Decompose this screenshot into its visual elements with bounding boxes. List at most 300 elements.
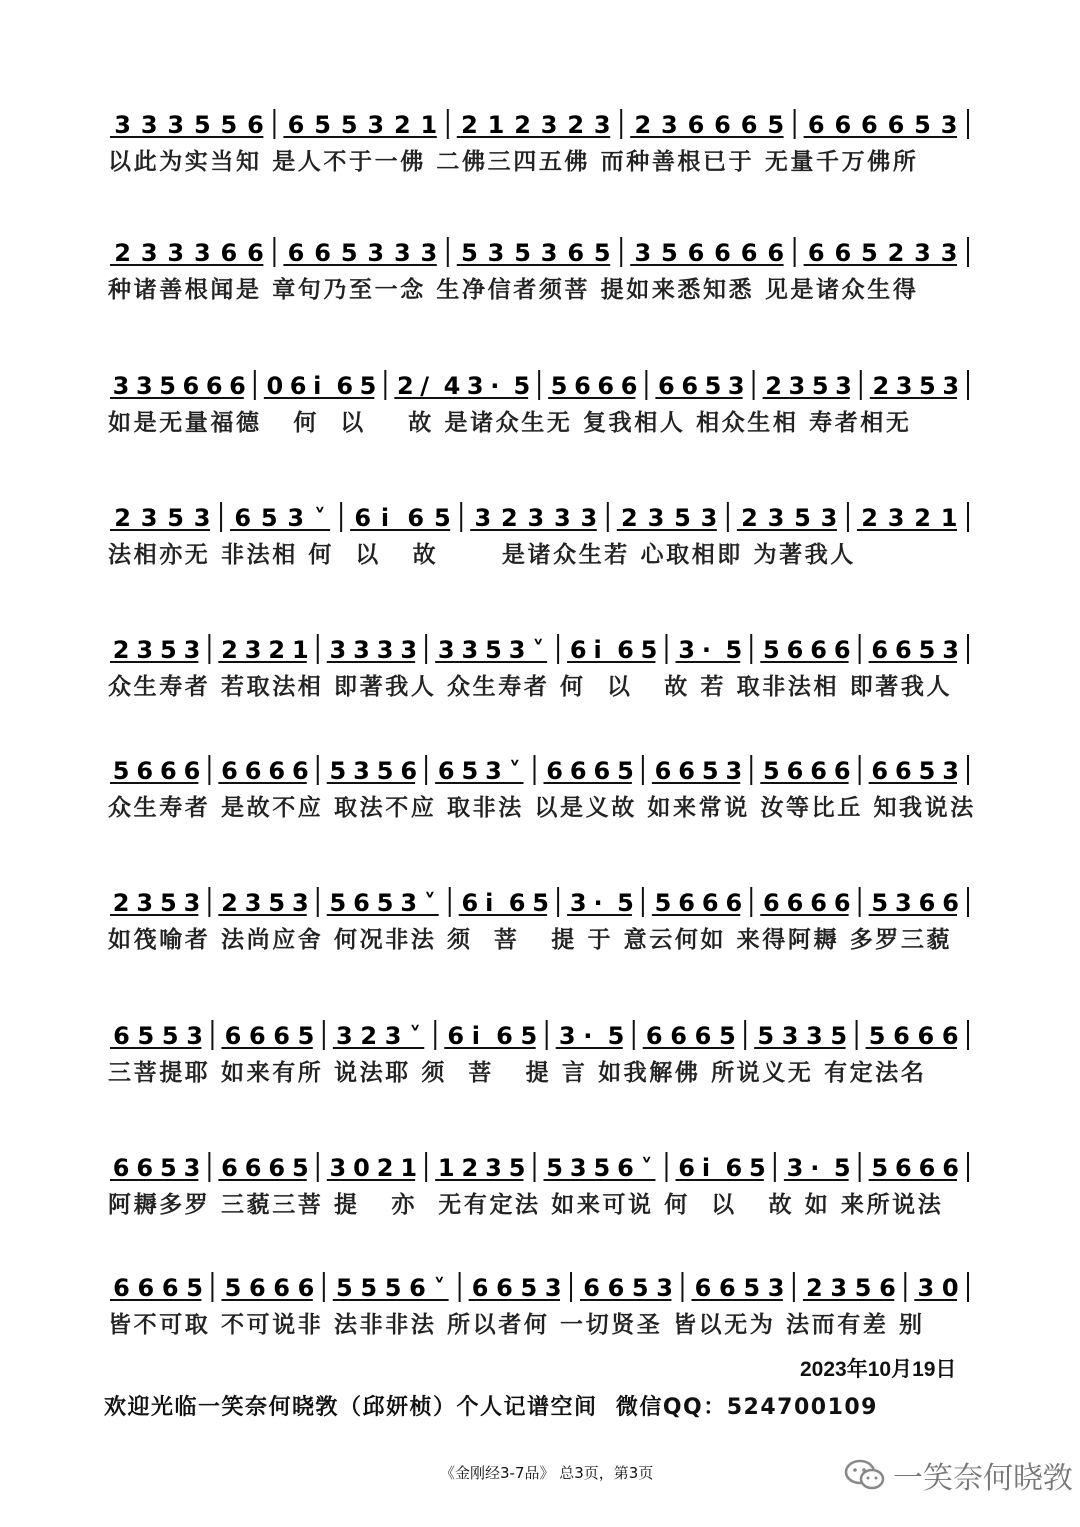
note: / [420, 372, 430, 400]
note: 3 [767, 1274, 785, 1302]
note: 2 [393, 111, 411, 139]
note: 5 [291, 1154, 309, 1182]
note: 5 [757, 1022, 775, 1050]
note: 6 [354, 504, 372, 532]
note: 3 [114, 111, 131, 139]
note: 5 [384, 1274, 402, 1302]
note: 3 [700, 504, 718, 532]
note: 3 [400, 636, 418, 664]
note: 5 [593, 239, 611, 267]
note: 6 [740, 239, 758, 267]
note: 5 [631, 1274, 649, 1302]
note: 6 [871, 757, 889, 785]
note: i [485, 889, 494, 917]
score-system-1 [0, 105, 1080, 215]
note: 6 [220, 239, 238, 267]
note: 6 [810, 636, 827, 664]
note: 3 [895, 372, 913, 400]
note: 3 [140, 239, 158, 267]
note: 3 [940, 111, 958, 139]
note: 2 [806, 1274, 823, 1302]
author-contact-note: 欢迎光临一笑奈何晓敩（邱妍桢）个人记谱空间 微信QQ：524700109 [104, 1395, 878, 1420]
note: 5 [918, 757, 936, 785]
note: 5 [513, 372, 531, 400]
note: 6 [161, 1274, 179, 1302]
note: 2 [114, 239, 131, 267]
note: 5 [532, 889, 549, 917]
note: 6 [136, 1154, 154, 1182]
note: 5 [520, 1022, 538, 1050]
note: 5 [359, 372, 377, 400]
note: 6 [546, 757, 563, 785]
note: 2 [741, 504, 758, 532]
note: 5 [159, 372, 176, 400]
note: 3 [420, 239, 438, 267]
note: 2 [461, 111, 478, 139]
note: 3 [940, 239, 958, 267]
note: 5 [340, 111, 358, 139]
lyrics-line: 众生寿者 是故不应 取法不应 取非法 以是义故 如来常说 汝等比丘 知我说法 [108, 795, 976, 821]
note: 6 [287, 239, 305, 267]
note: 6 [871, 636, 889, 664]
note: 2 [396, 372, 414, 400]
note: 5 [112, 757, 130, 785]
note: 2 [376, 1154, 394, 1182]
note: 2 [112, 889, 130, 917]
note: 5 [617, 757, 634, 785]
note: 3 [786, 1154, 804, 1182]
note: i [380, 504, 390, 532]
note: 6 [244, 1154, 262, 1182]
note: 6 [273, 1022, 291, 1050]
note: 5 [868, 1022, 886, 1050]
note: 3 [183, 1154, 201, 1182]
note: 5 [914, 111, 931, 139]
note: 6 [740, 111, 758, 139]
note: 3 [835, 372, 852, 400]
note: 5 [220, 111, 238, 139]
note: 6 [234, 504, 252, 532]
note: 3 [725, 757, 743, 785]
note: 5 [268, 889, 286, 917]
note: 3 [183, 636, 201, 664]
note: 5 [718, 1022, 736, 1050]
note: 3 [727, 372, 745, 400]
note: 5 [137, 1022, 155, 1050]
note: 3 [384, 1022, 402, 1050]
lyrics-line: 阿耨多罗 三藐三菩 提 亦 无有定法 如来可说 何 以 故 如 来所说法 [108, 1192, 944, 1218]
note: 1 [437, 1154, 455, 1182]
note: 2 [221, 889, 238, 917]
note: 3 [647, 504, 665, 532]
breath-mark: ˅ [640, 1154, 653, 1182]
note: 6 [941, 1022, 959, 1050]
note: 5 [376, 889, 394, 917]
note: 6 [678, 1154, 695, 1182]
lyrics-line: 如筏喻者 法尚应舍 何况非法 须 菩 提 于 意云何如 来得阿耨 多罗三藐 [108, 927, 953, 953]
note: 1 [940, 504, 958, 532]
note: 6 [701, 889, 719, 917]
breath-mark: ˅ [313, 504, 326, 532]
note: 6 [786, 636, 804, 664]
note: 2 [765, 372, 782, 400]
note: 5 [763, 757, 780, 785]
note: 6 [221, 757, 238, 785]
note: 3 [656, 1274, 673, 1302]
note: 6 [714, 111, 731, 139]
note: 6 [725, 889, 743, 917]
note: 6 [607, 1274, 625, 1302]
score-system-8 [0, 1016, 1080, 1126]
note: 5 [918, 636, 936, 664]
note: 6 [593, 757, 611, 785]
note: 6 [437, 757, 455, 785]
note: 5 [297, 1022, 315, 1050]
note: 3 [329, 1154, 347, 1182]
note: 3 [136, 889, 154, 917]
note: 5 [485, 636, 502, 664]
note: 3 [540, 111, 558, 139]
note: 2 [567, 111, 585, 139]
note: 2 [634, 111, 652, 139]
note: 2 [221, 636, 238, 664]
note: 6 [681, 372, 699, 400]
note: 6 [136, 757, 154, 785]
note: 3 [140, 111, 158, 139]
note: 3 [329, 636, 347, 664]
note: 0 [353, 1154, 370, 1182]
note: 6 [113, 1274, 130, 1302]
note: 6 [714, 239, 731, 267]
lyrics-line: 法相亦无 非法相 何 以 故 是诸众生若 心取相即 为著我人 [108, 542, 856, 568]
note: 3 [393, 239, 411, 267]
note: 6 [694, 1022, 712, 1050]
note: 5 [546, 1154, 563, 1182]
note: 5 [861, 239, 878, 267]
note: 5 [224, 1274, 242, 1302]
note: 6 [879, 1274, 896, 1302]
note: 3 [634, 239, 652, 267]
note: 2 [461, 1154, 479, 1182]
note: 6 [297, 1274, 315, 1302]
note: 6 [159, 757, 177, 785]
note: 6 [918, 889, 936, 917]
note: 3 [186, 1022, 203, 1050]
note: · [810, 1154, 820, 1182]
note: 6 [887, 111, 905, 139]
score-system-4 [0, 498, 1080, 608]
note: 5 [763, 636, 780, 664]
note: 6 [183, 757, 201, 785]
note: 3 [554, 504, 571, 532]
score-date: 2023年10月19日 [800, 1358, 957, 1381]
lyrics-line: 三菩提耶 如来有所 说法耶 须 菩 提 言 如我解佛 所说义无 有定法名 [108, 1060, 927, 1086]
breath-mark: ˅ [508, 757, 521, 785]
note: 3 [942, 757, 959, 785]
note: 3 [244, 889, 262, 917]
note: 6 [112, 1154, 130, 1182]
note: 3 [661, 111, 678, 139]
note: 5 [830, 1022, 848, 1050]
note: 2 [114, 504, 131, 532]
note: 5 [743, 1274, 761, 1302]
note: 6 [786, 889, 804, 917]
note: 5 [704, 372, 722, 400]
note: 3 [136, 636, 154, 664]
note: 5 [550, 372, 568, 400]
note: 6 [291, 757, 309, 785]
note: 6 [895, 757, 912, 785]
note: 6 [687, 239, 705, 267]
note: 2 [861, 504, 878, 532]
note: 3 [353, 757, 370, 785]
note: 6 [336, 372, 354, 400]
note: 2 [112, 636, 130, 664]
note: 3 [376, 636, 394, 664]
note: 1 [291, 636, 309, 664]
lyrics-line: 种诸善根闻是 章句乃至一念 生净信者须菩 提如来悉知悉 见是诸众生得 [108, 277, 919, 303]
lyrics-line: 皆不可取 不可说非 法非非法 所以者何 一切贤圣 皆以无为 法而有差 别 [108, 1312, 925, 1338]
note: 5 [593, 1154, 611, 1182]
note: 3 [767, 504, 785, 532]
note: 6 [496, 1274, 513, 1302]
note: 5 [661, 239, 678, 267]
breath-mark: ˅ [423, 889, 436, 917]
note: 3 [291, 889, 309, 917]
note: 6 [694, 1274, 712, 1302]
note: · [583, 1022, 593, 1050]
note: 6 [137, 1274, 155, 1302]
note: i [471, 1022, 481, 1050]
note: 5 [674, 504, 691, 532]
note: 5 [767, 111, 785, 139]
note: 1 [420, 111, 438, 139]
note: 5 [854, 1274, 872, 1302]
note: 5 [871, 889, 889, 917]
note: 6 [767, 239, 785, 267]
note: 5 [871, 1154, 889, 1182]
note: 6 [678, 889, 695, 917]
note: 6 [807, 111, 825, 139]
note: 3 [112, 372, 130, 400]
note: 3 [140, 504, 158, 532]
note: 5 [159, 636, 177, 664]
note: 3 [820, 504, 838, 532]
score-system-6 [0, 751, 1080, 861]
note: 5 [360, 1274, 378, 1302]
note: 3 [942, 636, 959, 664]
note: 4 [443, 372, 461, 400]
note: 2 [268, 636, 286, 664]
score-system-5 [0, 630, 1080, 740]
note: 6 [597, 372, 615, 400]
note: 5 [794, 504, 811, 532]
note: 6 [314, 239, 331, 267]
note: 5 [701, 757, 719, 785]
note: 6 [810, 757, 827, 785]
note: · [490, 372, 500, 400]
note: 3 [167, 111, 185, 139]
note: 3 [569, 1154, 587, 1182]
note: 2 [360, 1022, 378, 1050]
lyrics-line: 如是无量福德 何 以 故 是诸众生无 复我相人 相众生相 寿者相无 [108, 410, 912, 436]
note: 6 [645, 1022, 663, 1050]
note: 5 [654, 889, 672, 917]
note: 2 [514, 111, 531, 139]
note: i [313, 372, 322, 400]
note: 6 [508, 889, 526, 917]
note: 6 [248, 1022, 266, 1050]
note: 5 [725, 636, 743, 664]
note: 5 [749, 1154, 766, 1182]
note: 3 [508, 636, 526, 664]
page-number-label: 《金刚经3-7品》 总3页，第3页 [440, 1464, 654, 1482]
note: 1 [487, 111, 505, 139]
note: 3 [678, 636, 695, 664]
note: 6 [247, 111, 264, 139]
note: 3 [917, 1274, 935, 1302]
score-system-9 [0, 1148, 1080, 1258]
note: 6 [289, 372, 307, 400]
note: 3 [593, 111, 611, 139]
note: 1 [400, 1154, 418, 1182]
note: 6 [182, 372, 200, 400]
note: 3 [485, 1154, 502, 1182]
note: 5 [811, 372, 829, 400]
note: 3 [942, 372, 960, 400]
note: 6 [247, 239, 264, 267]
note: 5 [329, 757, 347, 785]
note: 6 [687, 111, 705, 139]
note: 3 [193, 239, 211, 267]
lyrics-line: 以此为实当知 是人不于一佛 二佛三四五佛 而种善根已于 无量千万佛所 [108, 149, 919, 175]
note: 6 [567, 239, 585, 267]
note: 6 [834, 239, 852, 267]
note: 6 [407, 504, 425, 532]
note: 3 [485, 757, 502, 785]
note: 5 [433, 504, 451, 532]
note: 6 [658, 372, 675, 400]
note: 3 [914, 239, 931, 267]
note: 6 [942, 889, 959, 917]
note: 3 [244, 636, 262, 664]
note: 6 [287, 111, 305, 139]
watermark [843, 1453, 1073, 1497]
note: 6 [617, 636, 634, 664]
note: 6 [224, 1022, 242, 1050]
note: 5 [617, 889, 634, 917]
note: 6 [221, 1154, 238, 1182]
note: 6 [917, 1022, 935, 1050]
note: 6 [617, 1154, 634, 1182]
note: 2 [872, 372, 890, 400]
note: 6 [918, 1154, 936, 1182]
note: 3 [487, 239, 505, 267]
note: 3 [367, 111, 385, 139]
score-system-2 [0, 233, 1080, 343]
note: 6 [893, 1022, 910, 1050]
note: 6 [205, 372, 223, 400]
note: 5 [520, 1274, 538, 1302]
watermark-text: 一笑奈何晓敩 [893, 1461, 1073, 1496]
note: 3 [830, 1274, 848, 1302]
score-system-3 [0, 366, 1080, 476]
note: 6 [620, 372, 638, 400]
note: 2 [887, 239, 905, 267]
note: 5 [461, 239, 478, 267]
note: 6 [244, 757, 262, 785]
note: 6 [895, 1154, 912, 1182]
note: 6 [461, 889, 479, 917]
note: 5 [461, 757, 479, 785]
note: 6 [654, 757, 672, 785]
note: 6 [583, 1274, 600, 1302]
note: · [701, 636, 711, 664]
note: 3 [167, 239, 185, 267]
note: 6 [833, 636, 851, 664]
note: 5 [919, 372, 936, 400]
note: 5 [167, 504, 184, 532]
note: 6 [268, 1154, 286, 1182]
note: 6 [574, 372, 591, 400]
note: 3 [558, 1022, 576, 1050]
note: 6 [725, 1154, 743, 1182]
note: 3 [527, 504, 545, 532]
note: 3 [367, 239, 385, 267]
note: 5 [514, 239, 531, 267]
note: 3 [461, 636, 479, 664]
note: 6 [353, 889, 370, 917]
note: 5 [640, 636, 658, 664]
note: i [701, 1154, 711, 1182]
note: 3 [474, 504, 492, 532]
note: 2 [500, 504, 518, 532]
note: 5 [161, 1022, 179, 1050]
note: 6 [807, 239, 825, 267]
wechat-icon [843, 1457, 887, 1493]
note: 3 [353, 636, 370, 664]
note: 3 [895, 889, 912, 917]
note: 3 [887, 504, 905, 532]
breath-mark: ˅ [532, 636, 545, 664]
note: 3 [336, 1022, 353, 1050]
note: 6 [569, 757, 587, 785]
note: 2 [621, 504, 638, 532]
note: 5 [314, 111, 331, 139]
note: 5 [159, 1154, 177, 1182]
note: 6 [861, 111, 878, 139]
note: 6 [268, 757, 286, 785]
score-system-7 [0, 883, 1080, 993]
note: 5 [336, 1274, 353, 1302]
note: 3 [466, 372, 484, 400]
breath-mark: ˅ [409, 1022, 422, 1050]
note: 6 [409, 1274, 426, 1302]
note: 3 [569, 889, 587, 917]
note: 2 [914, 504, 931, 532]
note: 6 [569, 636, 587, 664]
breath-mark: ˅ [433, 1274, 446, 1302]
note: 3 [580, 504, 598, 532]
note: 3 [287, 504, 305, 532]
note: 3 [400, 889, 418, 917]
note: 5 [186, 1274, 203, 1302]
note: 6 [833, 757, 851, 785]
note: 5 [159, 889, 177, 917]
note: 6 [248, 1274, 266, 1302]
note: 3 [544, 1274, 562, 1302]
note: 3 [781, 1022, 799, 1050]
